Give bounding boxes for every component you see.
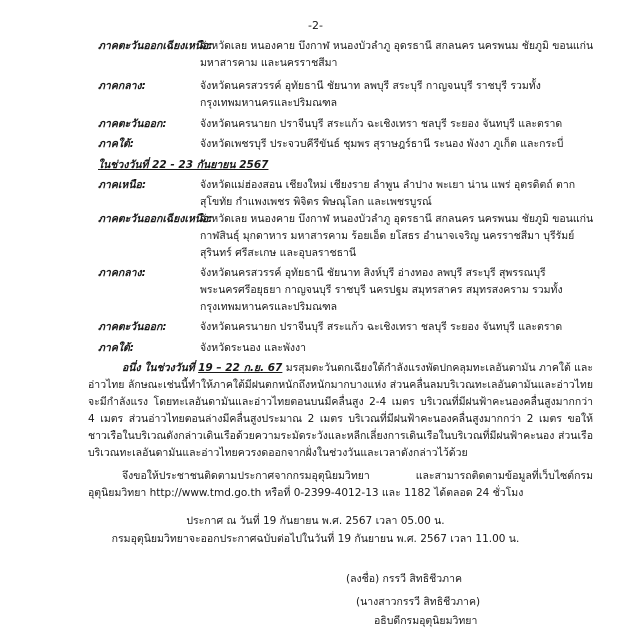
period-heading: ในช่วงวันที่ 22 - 23 กันยายน 2567 [98,159,269,171]
announcement-time: ประกาศ ณ วันที่ 19 กันยายน พ.ศ. 2567 เวลา 05.00 น. [186,515,445,527]
region-label: ภาคตะวันออกเฉียงเหนือ: [98,40,213,52]
signature-line: (ลงชื่อ) กรรวี สิทธิชีวภาค [346,573,462,585]
region-provinces: จังหวัดแม่ฮ่องสอน เชียงใหม่ เชียงราย ลำพูน ลำปาง พะเยา น่าน แพร่ อุตรดิตถ์ ตาก สุโขทัย กำแพงเพชร พิจิตร พิษณุโลก และเพชรบูรณ์ [200,179,576,208]
next-issue-time: กรมอุตุนิยมวิทยาจะออกประกาศฉบับต่อไปในวันที่ 19 กันยายน พ.ศ. 2567 เวลา 11.00 น. [111,533,520,545]
signatory-name: (นางสาวกรรวี สิทธิชีวภาค) [356,596,481,608]
region-provinces: จังหวัดนครสวรรค์ อุทัยธานี ชัยนาท สิงห์บุรี อ่างทอง ลพบุรี สระบุรี สุพรรณบุรี พระนครศรีอยุธยา กาญจนบุรี ราชบุรี นครปฐม สมุทรสาคร สมุทรสงคราม รวมทั้งกรุงเทพมหานครและปริมณฑล [200,267,563,313]
region-provinces: จังหวัดเลย หนองคาย บึงกาฬ หนองบัวลำภู อุดรธานี สกลนคร นครพนม ชัยภูมิ ขอนแก่น กาฬสินธุ์ มุกดาหาร มหาสารคาม ร้อยเอ็ด ยโสธร อำนาจเจริญ นครราชสีมา บุรีรัมย์ สุรินทร์ ศรีสะเกษ และอุบลราชธานี [200,213,594,259]
region-label: ภาคใต้: [98,342,134,354]
region-label: ภาคตะวันออก: [98,321,167,333]
paragraph-lead: อนึ่ง ในช่วงวันที่ [122,362,195,374]
region-provinces: จังหวัดเพชรบุรี ประจวบคีรีขันธ์ ชุมพร สุราษฎร์ธานี ระนอง พังงา ภูเก็ต และกระบี่ [200,138,564,150]
contact-text: จึงขอให้ประชาชนติดตามประกาศจากกรมอุตุนิยมวิทยา และสามารถติดตามข้อมูลที่เว็บไซต์กรมอุตุนิยมวิทยา http://www.tmd.go.th หรือที่ 0-2399-4012-13 และ 1182 ได้ตลอด 24 ชั่วโมง [88,470,593,499]
paragraph-date: 19 – 22 ก.ย. 67 [198,362,283,374]
region-label: ภาคกลาง: [98,267,146,279]
monsoon-paragraph [88,360,593,462]
region-provinces: จังหวัดนครนายก ปราจีนบุรี สระแก้ว ฉะเชิงเทรา ชลบุรี ระยอง จันทบุรี และตราด [200,321,563,333]
region-label: ภาคตะวันออกเฉียงเหนือ: [98,213,213,225]
region-label: ภาคตะวันออก: [98,118,167,130]
signatory-title: อธิบดีกรมอุตุนิยมวิทยา [374,615,478,627]
region-label: ภาคกลาง: [98,80,146,92]
paragraph-body: มรสุมตะวันตกเฉียงใต้กำลังแรงพัดปกคลุมทะเลอันดามัน ภาคใต้ และอ่าวไทย ลักษณะเช่นนี้ทำให้ภาคใต้มีฝนตกหนักถึงหนักมากบางแห่ง ส่วนคลื่นลมบริเวณทะเลอันดามันและอ่าวไทยจะมีกำลังแรง โดยทะเลอันดามันและอ่าวไทยตอนบนมีคลื่นสูง 2-4 เมตร บริเวณที่มีฝนฟ้าคะนองคลื่นสูงมากกว่า 4 เมตร ส่วนอ่าวไทยตอนล่างมีคลื่นสูงประมาณ 2 เมตร บริเวณที่มีฝนฟ้าคะนองคลื่นสูงมากกว่า 2 เมตร ขอให้ชาวเรือในบริเวณดังกล่าวเดินเรือด้วยความระมัดระวังและหลีกเลี่ยงการเดินเรือในบริเวณที่มีฝนฟ้าคะนอง ส่วนเรือบริเวณทะเลอันดามันและอ่าวไทยควรงดออกจากฝั่งในช่วงวันและเวลาดังกล่าวไว้ด้วย [88,362,593,459]
contact-paragraph [88,468,593,502]
region-provinces: จังหวัดเลย หนองคาย บึงกาฬ หนองบัวลำภู อุดรธานี สกลนคร นครพนม ชัยภูมิ ขอนแก่น มหาสารคาม และนครราชสีมา [200,40,594,69]
region-label: ภาคเหนือ: [98,179,147,191]
region-provinces: จังหวัดนครสวรรค์ อุทัยธานี ชัยนาท ลพบุรี สระบุรี กาญจนบุรี ราชบุรี รวมทั้งกรุงเทพมหานครและปริมณฑล [200,80,541,109]
region-provinces: จังหวัดระนอง และพังงา [200,342,307,354]
region-provinces: จังหวัดนครนายก ปราจีนบุรี สระแก้ว ฉะเชิงเทรา ชลบุรี ระยอง จันทบุรี และตราด [200,118,563,130]
page-number: -2- [308,19,323,32]
region-label: ภาคใต้: [98,138,134,150]
